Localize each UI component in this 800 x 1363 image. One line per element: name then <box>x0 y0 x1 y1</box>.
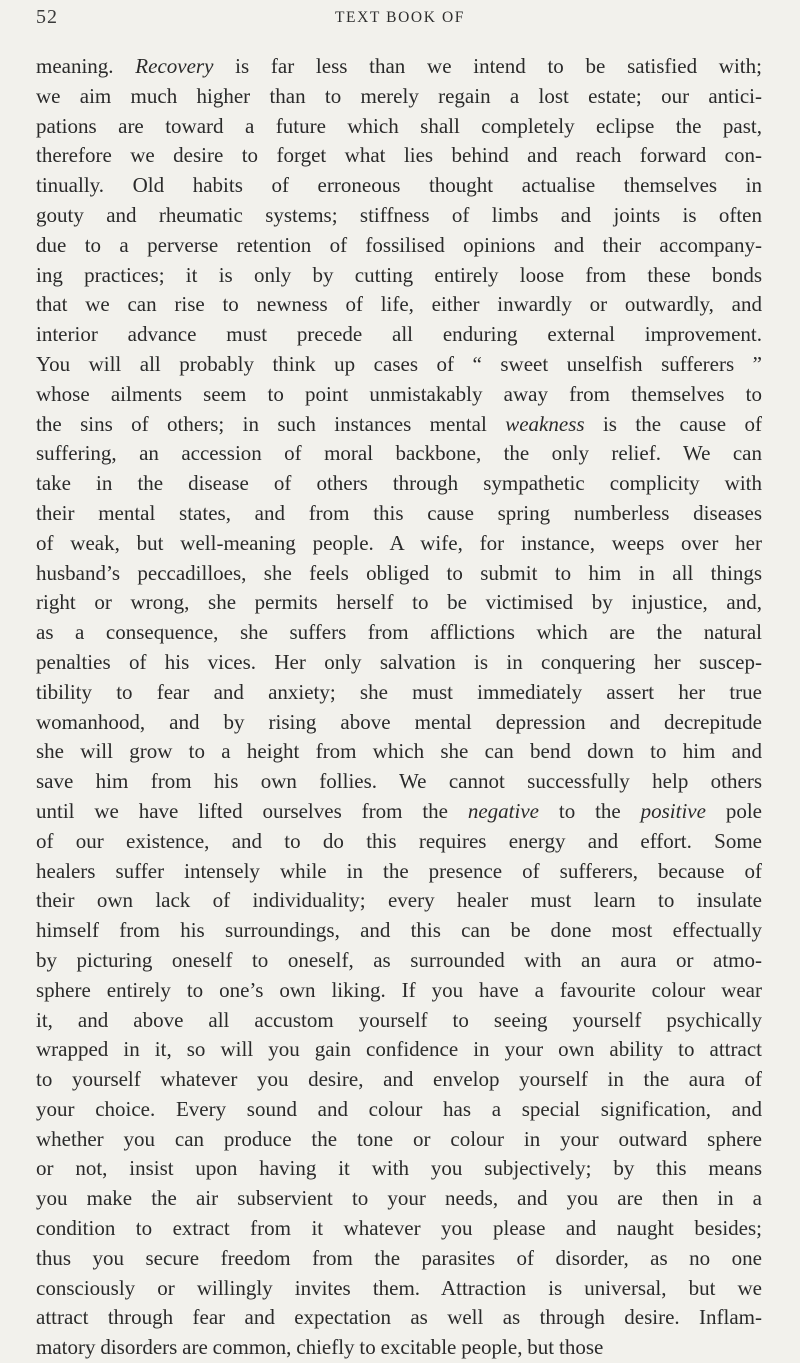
text-run: pations are toward a future which shall completely eclipse the past, <box>36 113 762 138</box>
text-line <box>36 380 762 410</box>
text-line <box>36 410 762 440</box>
italic-text: Recovery <box>135 54 214 78</box>
text-line <box>36 1095 762 1125</box>
text-run: until we have lifted ourselves from the <box>36 798 468 823</box>
text-line <box>36 261 762 291</box>
text-run: or not, insist upon having it with you subjectively; by this means <box>36 1156 762 1181</box>
text-run: interior advance must precede all enduring external improvement. <box>36 322 762 347</box>
text-run: to the <box>539 798 641 823</box>
text-line <box>36 469 762 499</box>
text-run: that we can rise to newness of life, either inwardly or outwardly, and <box>36 292 762 317</box>
text-run: whose ailments seem to point unmistakably away from themselves to <box>36 381 762 406</box>
text-run: pole <box>705 798 762 823</box>
italic-text: positive <box>640 798 706 823</box>
text-line <box>36 946 762 976</box>
text-line <box>36 82 762 112</box>
text-line <box>36 439 762 469</box>
text-line <box>36 171 762 201</box>
text-line <box>36 1333 762 1363</box>
text-run: healers suffer intensely while in the presence of sufferers, because of <box>36 858 762 883</box>
text-run: consciously or willingly invites them. Attraction is universal, but we <box>36 1275 762 1300</box>
text-line <box>36 1244 762 1274</box>
text-line <box>36 1274 762 1304</box>
text-run: to yourself whatever you desire, and envelop yourself in the aura of <box>36 1067 762 1092</box>
text-line <box>36 827 762 857</box>
text-line <box>36 1065 762 1095</box>
text-run: ing practices; it is only by cutting entirely loose from these bonds <box>36 262 762 287</box>
text-run: right or wrong, she permits herself to be victimised by injustice, and, <box>36 590 762 615</box>
text-run: as a consequence, she suffers from afflictions which are the natural <box>36 620 762 645</box>
text-line <box>36 797 762 827</box>
running-head <box>36 6 764 36</box>
text-run: sphere entirely to one’s own liking. If you have a favourite colour wear <box>36 977 762 1002</box>
text-line <box>36 1184 762 1214</box>
text-line <box>36 290 762 320</box>
text-run: their mental states, and from this cause spring numberless diseases <box>36 500 762 525</box>
text-run: by picturing oneself to oneself, as surrounded with an aura or atmo- <box>36 947 762 972</box>
italic-text: weakness <box>505 411 585 436</box>
text-line <box>36 588 762 618</box>
text-run: You will all probably think up cases of “ sweet unselfish sufferers ” <box>36 351 762 376</box>
page-number: 52 <box>36 6 58 28</box>
text-line <box>36 1125 762 1155</box>
text-line <box>36 976 762 1006</box>
text-run: it, and above all accustom yourself to seeing yourself psychically <box>36 1007 762 1032</box>
text-run: therefore we desire to forget what lies behind and reach forward con- <box>36 143 762 168</box>
text-run: meaning. <box>36 54 136 78</box>
text-run: we aim much higher than to merely regain a lost estate; our antici- <box>36 83 762 108</box>
text-run: you make the air subservient to your needs, and you are then in a <box>36 1186 762 1211</box>
text-run: attract through fear and expectation as well as through desire. Inflam- <box>36 1305 762 1330</box>
text-line <box>36 112 762 142</box>
body-text <box>36 52 762 1363</box>
text-run: gouty and rheumatic systems; stiffness of limbs and joints is often <box>36 202 762 227</box>
text-run: their own lack of individuality; every healer must learn to insulate <box>36 888 762 913</box>
text-line <box>36 916 762 946</box>
text-run: matory disorders are common, chiefly to excitable people, but those <box>36 1335 604 1360</box>
text-line <box>36 320 762 350</box>
text-run: your choice. Every sound and colour has a special signification, and <box>36 1096 762 1121</box>
text-run: of our existence, and to do this requires energy and effort. Some <box>36 828 762 853</box>
text-run: due to a perverse retention of fossilised opinions and their accompany- <box>36 232 762 257</box>
text-run: husband’s peccadilloes, she feels obliged to submit to him in all things <box>36 560 762 585</box>
text-line <box>36 1006 762 1036</box>
text-run: wrapped in it, so will you gain confidence in your own ability to attract <box>36 1037 762 1062</box>
text-run: is far less than we intend to be satisfied with; <box>213 54 762 78</box>
text-run: suffering, an accession of moral backbone, the only relief. We can <box>36 441 762 466</box>
text-line <box>36 231 762 261</box>
text-line <box>36 1154 762 1184</box>
text-line <box>36 350 762 380</box>
text-run: of weak, but well-meaning people. A wife, for instance, weeps over her <box>36 530 762 555</box>
text-line <box>36 52 762 82</box>
text-line <box>36 708 762 738</box>
text-line <box>36 559 762 589</box>
text-run: penalties of his vices. Her only salvation is in conquering her suscep- <box>36 649 762 674</box>
text-run: thus you secure freedom from the parasites of disorder, as no one <box>36 1245 762 1270</box>
italic-text: negative <box>467 798 539 823</box>
text-run: save him from his own follies. We cannot successfully help others <box>36 769 762 794</box>
text-line <box>36 201 762 231</box>
text-line <box>36 648 762 678</box>
text-line <box>36 678 762 708</box>
text-line <box>36 1303 762 1333</box>
running-title: TEXT BOOK OF <box>334 9 465 26</box>
text-run: womanhood, and by rising above mental depression and decrepitude <box>36 709 762 734</box>
text-line <box>36 857 762 887</box>
text-run: the sins of others; in such instances mental <box>36 411 506 436</box>
text-run: himself from his surroundings, and this can be done most effectually <box>36 918 762 943</box>
text-run: tinually. Old habits of erroneous thought actualise themselves in <box>36 173 762 198</box>
text-line <box>36 1035 762 1065</box>
text-line <box>36 529 762 559</box>
text-line <box>36 499 762 529</box>
text-line <box>36 618 762 648</box>
text-line <box>36 1214 762 1244</box>
text-run: tibility to fear and anxiety; she must immediately assert her true <box>36 679 762 704</box>
text-line <box>36 141 762 171</box>
text-line <box>36 767 762 797</box>
text-run: condition to extract from it whatever you please and naught besides; <box>36 1216 762 1241</box>
text-line <box>36 737 762 767</box>
text-line <box>36 886 762 916</box>
text-run: she will grow to a height from which she can bend down to him and <box>36 739 762 764</box>
text-run: take in the disease of others through sympathetic complicity with <box>36 471 762 496</box>
text-run: whether you can produce the tone or colour in your outward sphere <box>36 1126 762 1151</box>
text-run: is the cause of <box>584 411 762 436</box>
